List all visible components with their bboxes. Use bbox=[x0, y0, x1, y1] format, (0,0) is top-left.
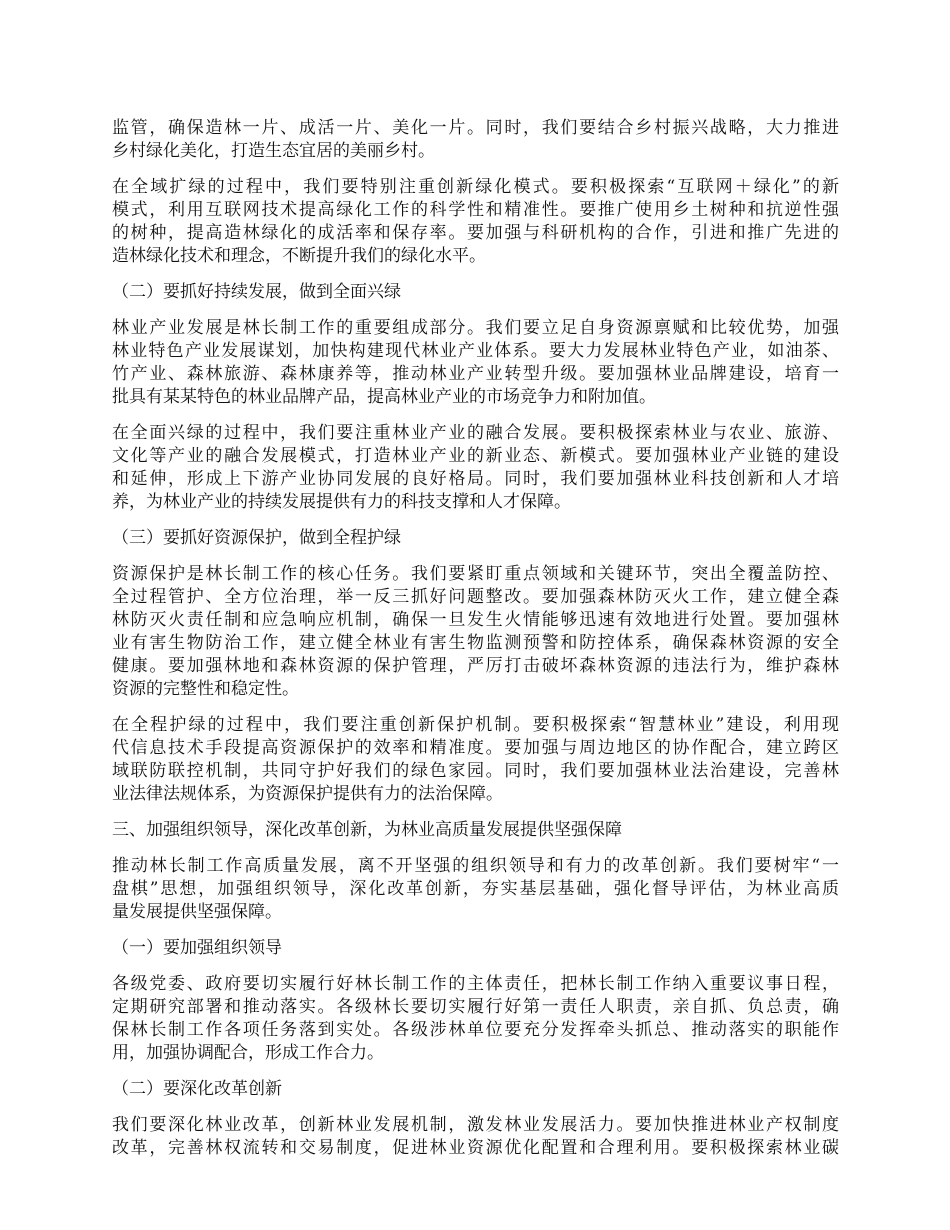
text-line: （三）要抓好资源保护，做到全程护绿 bbox=[112, 528, 401, 548]
body-paragraph bbox=[112, 1114, 839, 1160]
text-line: 盘棋”思想，加强组织领导，深化改革创新，夯实基层基础，强化督导评估，为林业高质 bbox=[112, 879, 839, 899]
text-line: （一）要加强组织领导 bbox=[112, 938, 282, 958]
text-line: 资源保护是林长制工作的核心任务。我们要紧盯重点领域和关键环节，突出全覆盖防控、 bbox=[112, 564, 839, 584]
text-line: 文化等产业的融合发展模式，打造林业产业的新业态、新模式。要加强林业产业链的建设 bbox=[112, 446, 839, 466]
text-line: 林防灭火责任制和应急响应机制，确保一旦发生火情能够迅速有效地进行处置。要加强林 bbox=[112, 610, 839, 630]
text-line: 乡村绿化美化，打造生态宜居的美丽乡村。 bbox=[112, 141, 435, 161]
body-paragraph bbox=[112, 563, 839, 701]
body-paragraph bbox=[112, 855, 839, 924]
text-line: 造林绿化技术和理念，不断提升我们的绿化水平。 bbox=[112, 246, 486, 266]
text-line: 资源的完整性和稳定性。 bbox=[112, 679, 299, 699]
section-heading bbox=[112, 819, 839, 842]
text-line: 三、加强组织领导，深化改革创新，为林业高质量发展提供坚强保障 bbox=[112, 820, 622, 840]
body-paragraph bbox=[112, 422, 839, 514]
section-heading bbox=[112, 281, 839, 304]
section-heading bbox=[112, 937, 839, 960]
text-line: 健康。要加强林地和森林资源的保护管理，严厉打击破坏森林资源的违法行为，维护森林 bbox=[112, 656, 839, 676]
text-line: 批具有某某特色的林业品牌产品，提高林业产业的市场竞争力和附加值。 bbox=[112, 387, 656, 407]
text-line: 推动林长制工作高质量发展，离不开坚强的组织领导和有力的改革创新。我们要树牢“一 bbox=[112, 856, 839, 876]
body-paragraph bbox=[112, 317, 839, 409]
body-paragraph bbox=[112, 176, 839, 268]
text-line: 监管，确保造林一片、成活一片、美化一片。同时，我们要结合乡村振兴战略，大力推进 bbox=[112, 118, 839, 138]
text-line: 用，加强协调配合，形成工作合力。 bbox=[112, 1043, 384, 1063]
text-line: 各级党委、政府要切实履行好林长制工作的主体责任，把林长制工作纳入重要议事日程， bbox=[112, 974, 839, 994]
text-line: 竹产业、森林旅游、森林康养等，推动林业产业转型升级。要加强林业品牌建设，培育一 bbox=[112, 364, 839, 384]
body-paragraph bbox=[112, 973, 839, 1065]
text-line: 定期研究部署和推动落实。各级林长要切实履行好第一责任人职责，亲自抓、负总责，确 bbox=[112, 997, 839, 1017]
text-line: 的树种，提高造林绿化的成活率和保存率。要加强与科研机构的合作，引进和推广先进的 bbox=[112, 223, 839, 243]
text-line: （二）要抓好持续发展，做到全面兴绿 bbox=[112, 282, 401, 302]
text-line: 代信息技术手段提高资源保护的效率和精准度。要加强与周边地区的协作配合，建立跨区 bbox=[112, 738, 839, 758]
text-line: 在全程护绿的过程中，我们要注重创新保护机制。要积极探索“智慧林业”建设，利用现 bbox=[112, 715, 839, 735]
text-line: 模式，利用互联网技术提高绿化工作的科学性和精准性。要推广使用乡土树种和抗逆性强 bbox=[112, 200, 839, 220]
text-line: 林业特色产业发展谋划，加快构建现代林业产业体系。要大力发展林业特色产业，如油茶、 bbox=[112, 341, 839, 361]
text-line: 我们要深化林业改革，创新林业发展机制，激发林业发展活力。要加快推进林业产权制度 bbox=[112, 1115, 839, 1135]
text-line: 在全域扩绿的过程中，我们要特别注重创新绿化模式。要积极探索“互联网＋绿化”的新 bbox=[112, 177, 839, 197]
text-line: 和延伸，形成上下游产业协同发展的良好格局。同时，我们要加强林业科技创新和人才培 bbox=[112, 469, 839, 489]
body-paragraph bbox=[112, 714, 839, 806]
text-line: 域联防联控机制，共同守护好我们的绿色家园。同时，我们要加强林业法治建设，完善林 bbox=[112, 761, 839, 781]
section-heading bbox=[112, 1078, 839, 1101]
text-line: 全过程管护、全方位治理，举一反三抓好问题整改。要加强森林防灭火工作，建立健全森 bbox=[112, 587, 839, 607]
text-line: 改革，完善林权流转和交易制度，促进林业资源优化配置和合理利用。要积极探索林业碳 bbox=[112, 1138, 839, 1158]
text-line: 业法律法规体系，为资源保护提供有力的法治保障。 bbox=[112, 784, 503, 804]
text-line: （二）要深化改革创新 bbox=[112, 1079, 282, 1099]
text-line: 在全面兴绿的过程中，我们要注重林业产业的融合发展。要积极探索林业与农业、旅游、 bbox=[112, 423, 839, 443]
section-heading bbox=[112, 527, 839, 550]
text-line: 业有害生物防治工作，建立健全林业有害生物监测预警和防控体系，确保森林资源的安全 bbox=[112, 633, 839, 653]
text-line: 量发展提供坚强保障。 bbox=[112, 902, 282, 922]
text-line: 林业产业发展是林长制工作的重要组成部分。我们要立足自身资源禀赋和比较优势，加强 bbox=[112, 318, 839, 338]
text-line: 保林长制工作各项任务落到实处。各级涉林单位要充分发挥牵头抓总、推动落实的职能作 bbox=[112, 1020, 839, 1040]
body-paragraph bbox=[112, 117, 839, 163]
document-page bbox=[112, 117, 839, 1173]
text-line: 养，为林业产业的持续发展提供有力的科技支撑和人才保障。 bbox=[112, 492, 571, 512]
